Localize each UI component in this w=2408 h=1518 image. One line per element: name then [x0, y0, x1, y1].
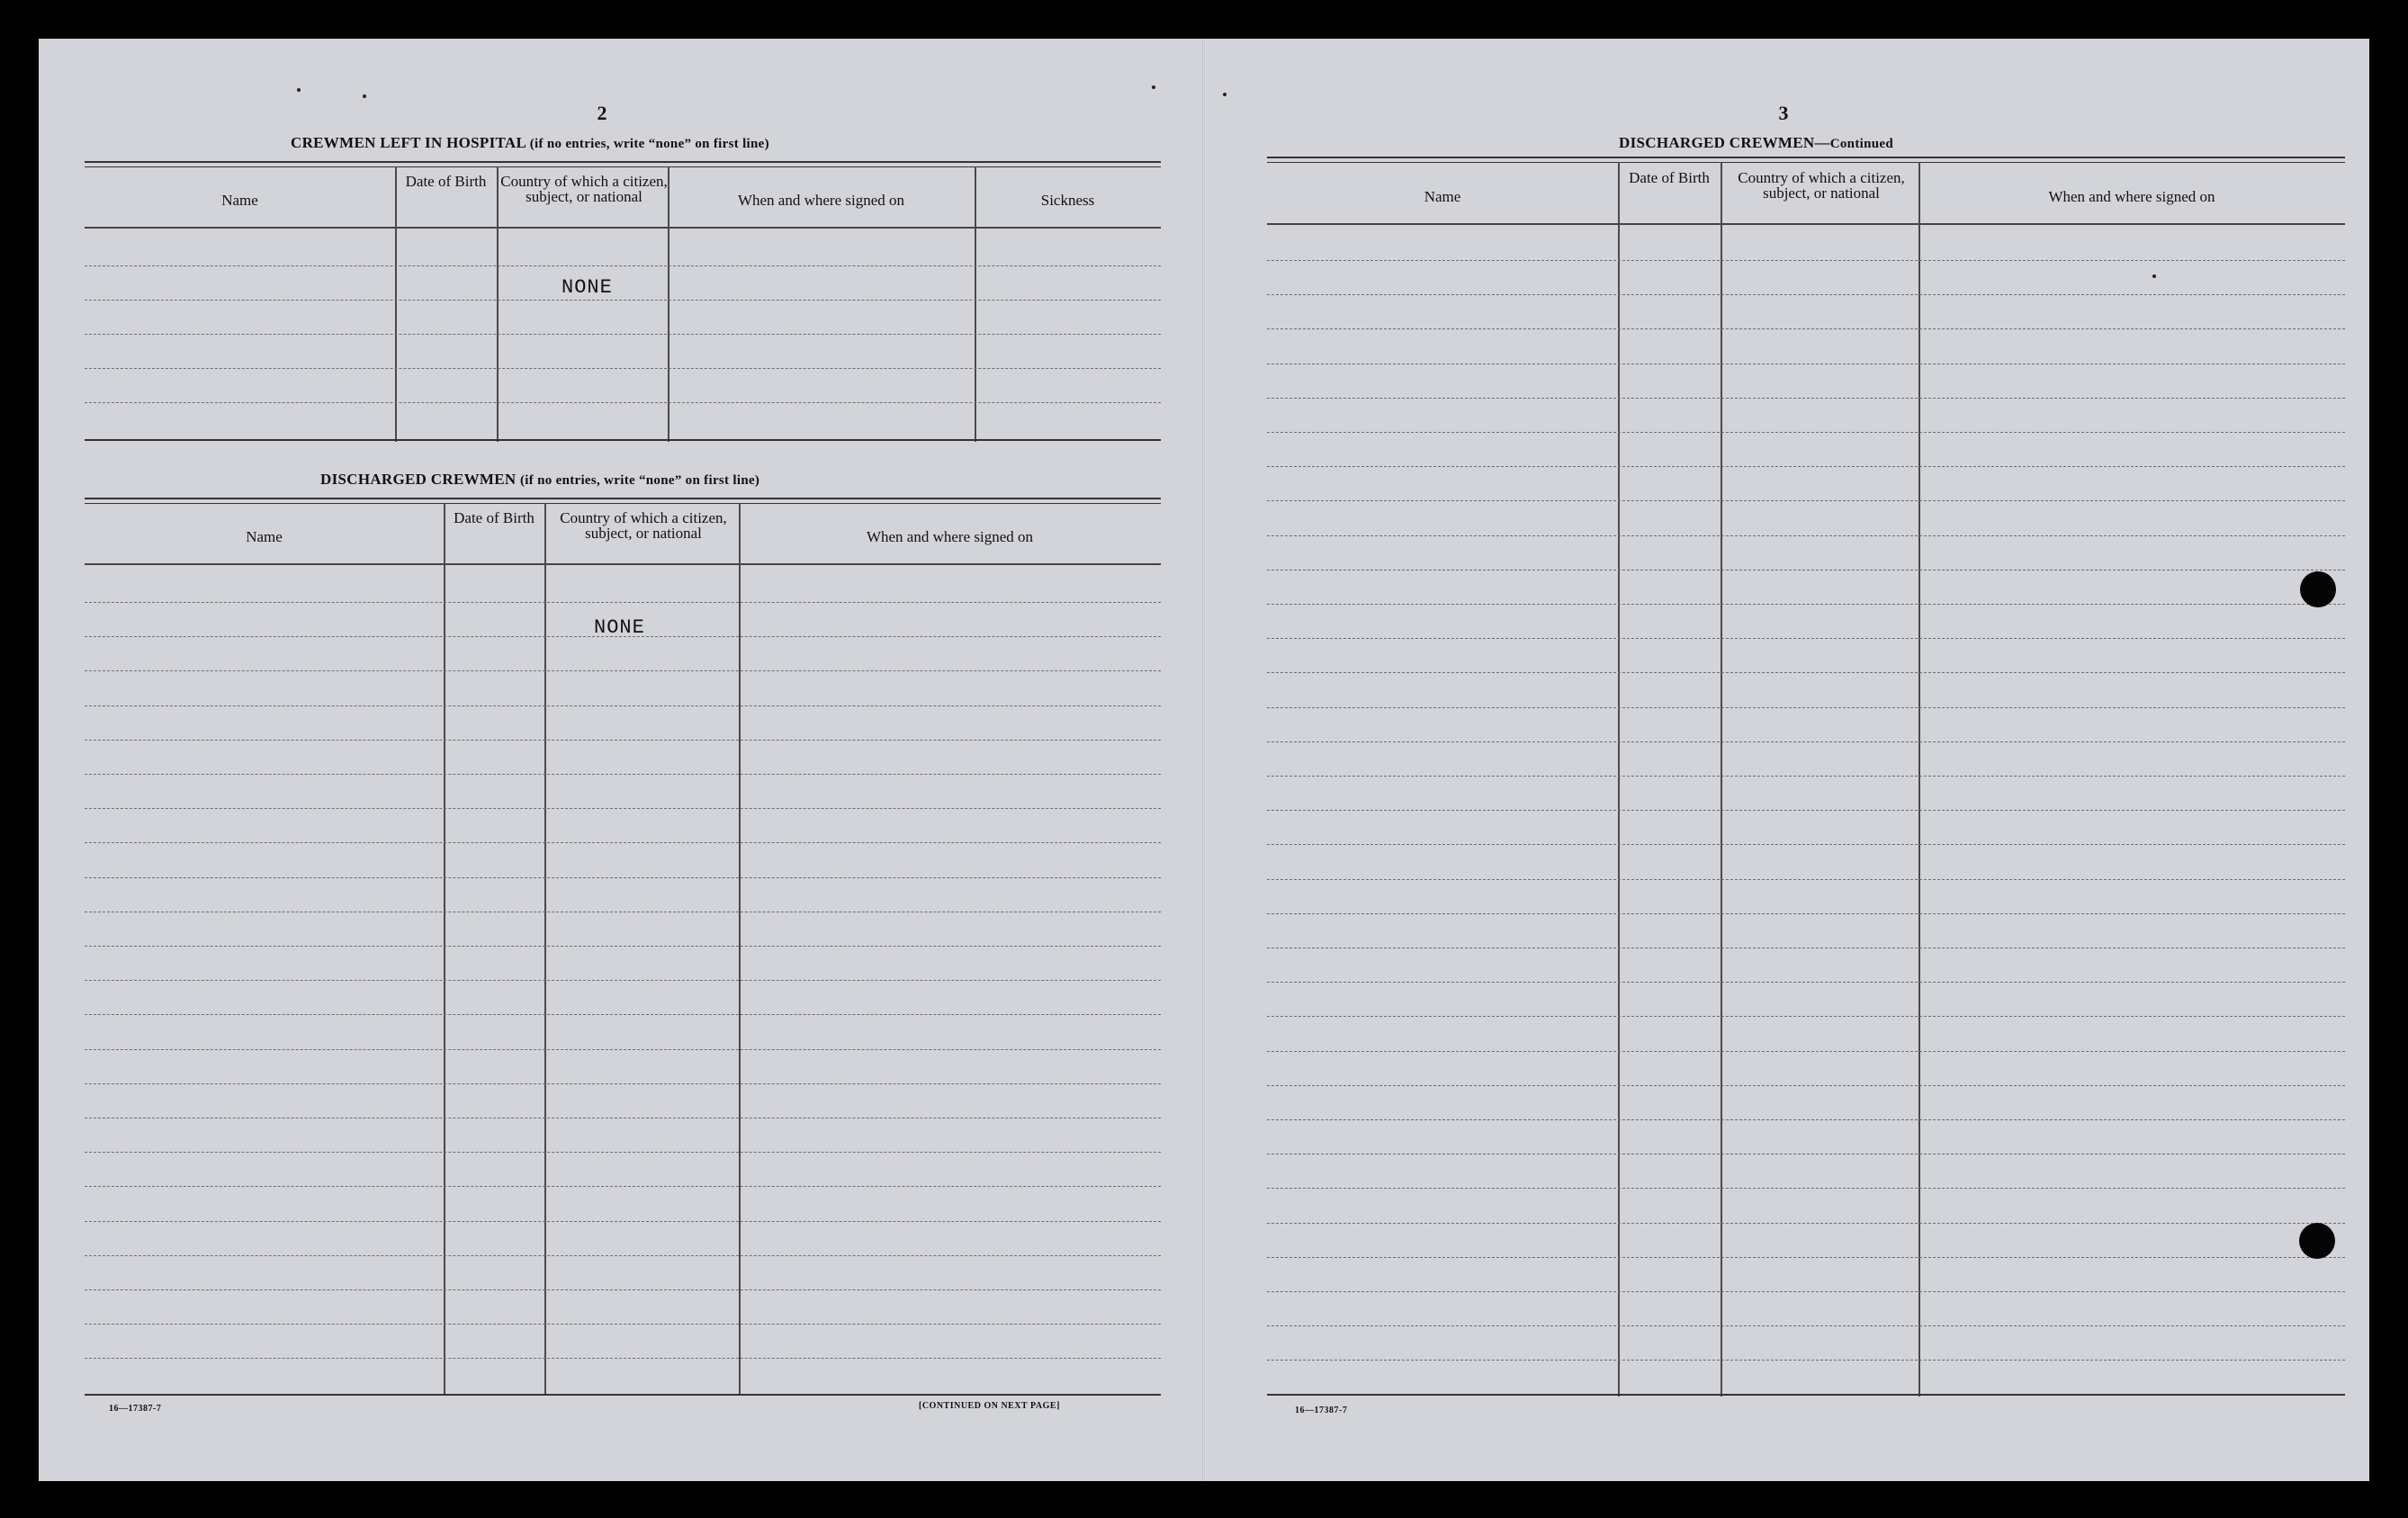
hospital-title-note: (if no entries, write “none” on first line) — [529, 137, 769, 151]
right-title-suffix: Continued — [1829, 137, 1893, 151]
table-row — [85, 265, 1161, 266]
table-row — [1267, 500, 2345, 501]
discharged-table — [85, 498, 1161, 1433]
table-row — [85, 1255, 1161, 1256]
table-row — [1267, 672, 2345, 673]
right-header-dob: Date of Birth — [1629, 169, 1710, 186]
ink-speck — [1152, 85, 1155, 89]
table-row — [85, 1049, 1161, 1050]
table-row — [85, 636, 1161, 637]
table-row — [1267, 1325, 2345, 1326]
table-row — [85, 808, 1161, 809]
table-row — [1267, 1085, 2345, 1086]
hospital-section-title — [291, 134, 769, 152]
table-row — [1267, 707, 2345, 708]
table-row — [1267, 432, 2345, 433]
right-header-name: Name — [1424, 188, 1461, 205]
right-discharged-table — [1267, 157, 2345, 1434]
table-row — [85, 1186, 1161, 1187]
ink-speck — [2152, 274, 2156, 278]
table-row — [85, 1221, 1161, 1222]
table-row — [1267, 398, 2345, 399]
table-row — [1267, 535, 2345, 536]
table-row — [1267, 776, 2345, 777]
discharged-title-note: (if no entries, write “none” on first line) — [520, 473, 760, 488]
table-row — [85, 705, 1161, 706]
discharged-header-signed: When and where signed on — [866, 528, 1034, 545]
table-row — [1267, 1257, 2345, 1258]
discharged-entry-none: NONE — [594, 616, 645, 639]
ink-speck — [363, 94, 366, 98]
hospital-entry-none: NONE — [562, 276, 613, 299]
table-row — [1267, 1051, 2345, 1052]
table-row — [1267, 1016, 2345, 1017]
table-row — [85, 877, 1161, 878]
table-row — [85, 774, 1161, 775]
table-row — [85, 1014, 1161, 1015]
table-row — [1267, 638, 2345, 639]
hospital-header-country: Country of which a citizen, subject, or national — [500, 173, 668, 205]
ink-speck — [1223, 93, 1226, 96]
table-row — [85, 1358, 1161, 1359]
table-row — [85, 842, 1161, 843]
hospital-title-text: CREWMEN LEFT IN HOSPITAL — [291, 134, 526, 151]
discharged-header-name: Name — [246, 528, 283, 545]
table-row — [85, 1152, 1161, 1153]
table-row — [85, 980, 1161, 981]
table-row — [1267, 1119, 2345, 1120]
hospital-header-sickness: Sickness — [1040, 192, 1095, 209]
table-row — [1267, 328, 2345, 329]
right-page-number: 3 — [1778, 102, 1789, 124]
hospital-table — [85, 161, 1161, 481]
table-row — [1267, 844, 2345, 845]
table-row — [1267, 741, 2345, 742]
table-row — [85, 402, 1161, 403]
table-row — [85, 670, 1161, 671]
discharged-title-text: DISCHARGED CREWMEN — [320, 471, 517, 488]
hospital-header-signed: When and where signed on — [737, 192, 905, 209]
table-row — [85, 300, 1161, 301]
page-fold — [1202, 39, 1205, 1481]
table-row — [1267, 1223, 2345, 1224]
table-row — [1267, 604, 2345, 605]
table-row — [1267, 810, 2345, 811]
discharged-header-dob: Date of Birth — [454, 509, 535, 526]
table-row — [1267, 260, 2345, 261]
left-page-number: 2 — [597, 102, 607, 124]
table-row — [1267, 1291, 2345, 1292]
table-row — [85, 740, 1161, 741]
ink-speck — [297, 88, 301, 92]
table-row — [85, 1324, 1161, 1325]
table-row — [1267, 982, 2345, 983]
table-row — [1267, 1188, 2345, 1189]
table-row — [1267, 294, 2345, 295]
right-section-title — [1619, 134, 1893, 152]
right-header-country: Country of which a citizen, subject, or national — [1738, 169, 1905, 202]
table-row — [85, 946, 1161, 947]
left-form-number: 16—17387-7 — [109, 1404, 162, 1414]
hospital-header-name: Name — [221, 192, 258, 209]
punch-hole — [2300, 571, 2336, 607]
discharged-section-title — [320, 471, 759, 489]
table-row — [85, 1083, 1161, 1084]
discharged-header-country: Country of which a citizen, subject, or national — [560, 509, 727, 542]
table-row — [85, 602, 1161, 603]
right-form-number: 16—17387-7 — [1295, 1406, 1348, 1415]
table-row — [1267, 879, 2345, 880]
right-title-text: DISCHARGED CREWMEN— — [1619, 134, 1830, 151]
table-row — [85, 1289, 1161, 1290]
hospital-header-dob: Date of Birth — [405, 173, 487, 190]
punch-hole — [2299, 1223, 2335, 1259]
document-sheet — [39, 39, 2369, 1481]
table-row — [85, 368, 1161, 369]
table-row — [1267, 1360, 2345, 1361]
table-row — [1267, 466, 2345, 467]
table-row — [85, 334, 1161, 335]
continued-note: [CONTINUED ON NEXT PAGE] — [919, 1401, 1060, 1411]
right-header-signed: When and where signed on — [2048, 188, 2215, 205]
table-row — [1267, 913, 2345, 914]
